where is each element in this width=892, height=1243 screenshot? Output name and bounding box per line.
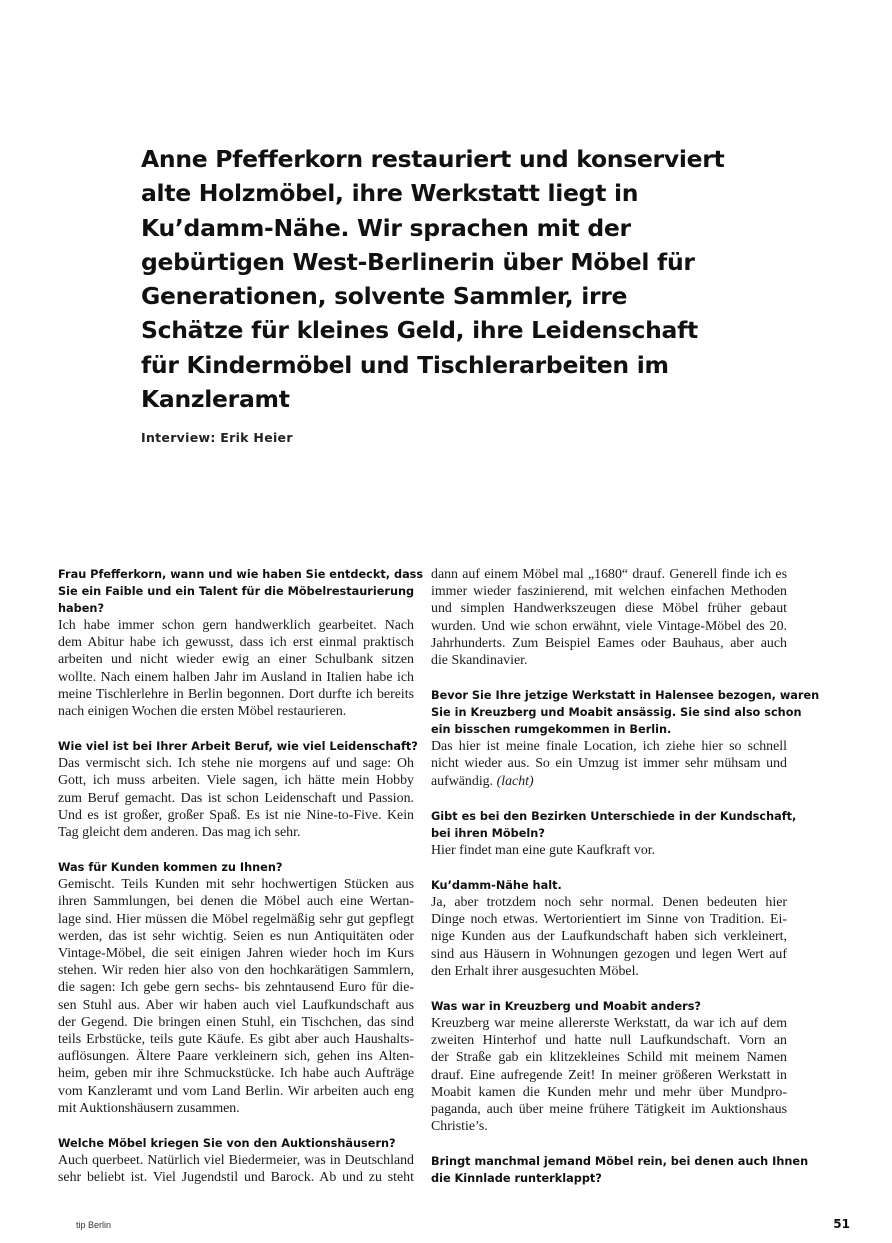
lead-line: Kanzleramt <box>141 385 290 414</box>
left-column <box>58 566 424 1186</box>
text-line: Das hier ist meine finale Location, ich ziehe hier so schnell <box>431 739 787 755</box>
text-line: Frau Pfefferkorn, wann und wie haben Sie entdeckt, dass <box>58 568 424 581</box>
text-line: teils Erbstücke, teils gute Käufe. Es gibt aber auch Haushalts- <box>58 1032 414 1048</box>
byline: Interview: Erik Heier <box>141 430 293 445</box>
text-line: mit Auktionshäusern zusammen. <box>58 1100 240 1116</box>
text-line: drauf. Eine aufregende Zeit! In meiner größeren Werkstatt in <box>431 1067 787 1083</box>
text-line: die sagen: Ich gebe gern sechs- bis zehntausend Euro für die- <box>58 980 414 996</box>
lead-line: für Kindermöbel und Tischlerarbeiten im <box>141 350 669 379</box>
question-3 <box>58 859 414 876</box>
lead-line: Schätze für kleines Geld, ihre Leidenschaft <box>141 316 698 345</box>
text-line: sind aus Häusern in Wohnungen gezogen und legen Wert auf <box>431 946 787 962</box>
spacer <box>58 1117 414 1135</box>
text-line: Wie viel ist bei Ihrer Arbeit Beruf, wie viel Leidenschaft? <box>58 740 418 754</box>
question-4 <box>58 1135 414 1152</box>
text-line: vom Kanzleramt und vom Land Berlin. Wir arbeiten auch eng <box>58 1083 414 1099</box>
question-5 <box>431 687 820 738</box>
lead-line: gebürtigen West-Berlinerin über Möbel für <box>141 247 695 276</box>
text-line: Gemischt. Teils Kunden mit sehr hochwertigen Stücken aus <box>58 877 414 893</box>
text-line: Welche Möbel kriegen Sie von den Auktionshäusern? <box>58 1137 396 1151</box>
text-line: Sie ein Faible und ein Talent für die Möbelrestaurierung <box>58 585 415 598</box>
text-line: lage sind. Hier müssen die Möbel regelmäßig sehr gut gepflegt <box>58 911 414 927</box>
text-line: Moabit kamen die Kunden mehr und mehr über Mundpro- <box>431 1084 787 1100</box>
lead-paragraph <box>141 142 725 416</box>
text-line: ein bisschen rumgekommen in Berlin. <box>431 723 672 737</box>
text-line: sehr beliebt ist. Viel Jugendstil und Barock. Ab und zu steht <box>58 1170 414 1186</box>
text-line: die Kinnlade runterklappt? <box>431 1172 602 1186</box>
answer-5 <box>431 738 787 790</box>
question-7 <box>431 877 787 894</box>
text-line: zum Beruf gemacht. Das ist schon Leidenschaft und Passion. <box>58 790 414 806</box>
text-line: Bringt manchmal jemand Möbel rein, bei denen auch Ihnen <box>431 1155 809 1169</box>
laugh-note: (lacht) <box>496 773 534 789</box>
text-line: Ich habe immer schon gern handwerklich gearbeitet. Nach <box>58 618 414 633</box>
spacer <box>431 980 787 998</box>
spacer <box>431 790 787 808</box>
text-line: Hier findet man eine gute Kaufkraft vor. <box>431 842 656 858</box>
text-line: wurden. Und wie schon erwähnt, viele Vintage-Möbel des 20. <box>431 618 787 634</box>
text-line: ihren Sammlungen, bei denen die Möbel auch eine Wertan- <box>58 894 414 910</box>
answer-7 <box>431 894 787 980</box>
spacer <box>431 859 787 877</box>
question-9 <box>431 1153 809 1187</box>
right-column <box>431 566 820 1187</box>
spacer <box>58 720 414 738</box>
text-line: haben? <box>58 602 105 615</box>
text-line: Jahrhunderts. Zum Beispiel Eames oder Bauhaus, aber auch <box>431 635 787 651</box>
text-line: heim, geben mir ihre Schmuckstücke. Ich habe auch Aufträge <box>58 1066 414 1082</box>
lead-line: Ku’damm-Nähe. Wir sprachen mit der <box>141 213 631 242</box>
publication-name: tip Berlin <box>76 1220 112 1230</box>
text-line: stehen. Wir reden hier also von den hochkarätigen Sammlern, <box>58 963 414 979</box>
text-line: Sie in Kreuzberg und Moabit ansässig. Sie sind also schon <box>431 706 802 720</box>
text-line: dann auf einem Möbel mal „1680“ drauf. Generell finde ich es <box>431 567 787 582</box>
lead-line: Anne Pfefferkorn restauriert und konserviert <box>141 145 725 173</box>
text-line: Dinge noch etwas. Wertorientiert im Sinne von Tradition. Ei- <box>431 912 787 928</box>
text-line: nicht wieder aus. So ein Umzug ist immer sehr mühsam und <box>431 756 787 772</box>
text-line: den Erhalt ihrer ausgesuchten Möbel. <box>431 963 639 979</box>
text-line: wollte. Nach einem halben Jahr im Ausland in Italien habe ich <box>58 669 414 685</box>
text-line: Bevor Sie Ihre jetzige Werkstatt in Halensee bezogen, waren <box>431 689 820 703</box>
text-line: aufwändig. (lacht) <box>431 773 534 789</box>
text-line: Vintage-Möbel, die seit einigen Jahren wieder hoch im Kurs <box>58 946 414 962</box>
text-line: nach einigen Wochen die ersten Möbel restaurieren. <box>58 704 347 720</box>
answer-4-continued <box>431 566 787 669</box>
answer-2 <box>58 755 414 841</box>
text-line: nige Kunden aus der Laufkundschaft haben sich verkleinert, <box>431 929 787 945</box>
question-1 <box>58 566 424 617</box>
text-line: die Skandinavier. <box>431 653 528 669</box>
question-2 <box>58 738 418 755</box>
text-line: Auch querbeet. Natürlich viel Biedermeier, was in Deutschland <box>58 1153 414 1169</box>
text-line: dem Abitur habe ich gewusst, dass ich erst einmal praktisch <box>58 635 414 651</box>
text-line: arbeiten und nicht wieder ewig an einer Schulbank sitzen <box>58 652 414 668</box>
text-line: der Gegend. Die bringen einen Stuhl, ein Tischchen, das sind <box>58 1014 414 1030</box>
text-line: Gibt es bei den Bezirken Unterschiede in der Kundschaft, <box>431 809 797 823</box>
text-line: Was für Kunden kommen zu Ihnen? <box>58 861 283 875</box>
text-line: sen Stuhl aus. Aber wir haben auch viel Laufkundschaft aus <box>58 997 414 1013</box>
text-line: und simplen Handwerkszeugen diese Möbel früher gebaut <box>431 601 787 617</box>
question-8 <box>431 998 787 1015</box>
text-line: Das vermischt sich. Ich stehe nie morgens auf und sage: Oh <box>58 756 414 772</box>
text-line: werden, das ist sehr wichtig. Seien es nun Antiquitäten oder <box>58 928 414 944</box>
text-line: paganda, auch über meine frühere Tätigkeit im Auktionshaus <box>431 1102 787 1118</box>
text-line: Was war in Kreuzberg und Moabit anders? <box>431 1000 701 1014</box>
text-line: immer wieder faszinierend, mit welchen einfachen Methoden <box>431 584 787 600</box>
answer-6 <box>431 842 787 859</box>
answer-3 <box>58 876 414 1117</box>
text-line: Tag gleicht dem anderen. Das mag ich sehr. <box>58 825 301 841</box>
text-line: Ku’damm-Nähe halt. <box>431 879 562 893</box>
text-line: meine Tischlerlehre in Berlin begonnen. Dort durfte ich bereits <box>58 686 414 702</box>
lead-line: alte Holzmöbel, ihre Werkstatt liegt in <box>141 179 639 208</box>
text-line: Kreuzberg war meine allererste Werkstatt, da war ich auf dem <box>431 1016 787 1032</box>
text-line: der Straße gab ein klitzekleines Schild mit meinem Namen <box>431 1050 787 1066</box>
answer-1 <box>58 617 414 720</box>
spacer <box>431 1135 787 1153</box>
question-6 <box>431 808 797 842</box>
text-line: zweiten Hinterhof und hatte null Laufkundschaft. Vorn an <box>431 1033 787 1049</box>
lead-line: Generationen, solvente Sammler, irre <box>141 282 628 311</box>
answer-4 <box>58 1152 414 1186</box>
spacer <box>58 841 414 859</box>
spacer <box>431 669 787 687</box>
text-line: Christie’s. <box>431 1119 488 1135</box>
page-number: 51 <box>833 1217 850 1231</box>
answer-8 <box>431 1015 787 1135</box>
text-line: Und es ist großer, großer Spaß. Es ist nie Nine-to-Five. Kein <box>58 807 414 823</box>
text-line: Ja, aber trotzdem noch sehr normal. Denen bedeuten hier <box>431 895 787 911</box>
text-line: auflösungen. Ältere Paare verkleinern sich, gehen ins Alten- <box>58 1049 414 1065</box>
text-line: bei ihren Möbeln? <box>431 826 545 840</box>
text-line: Gott, ich muss arbeiten. Viele sagen, ich hätte mein Hobby <box>58 773 414 789</box>
